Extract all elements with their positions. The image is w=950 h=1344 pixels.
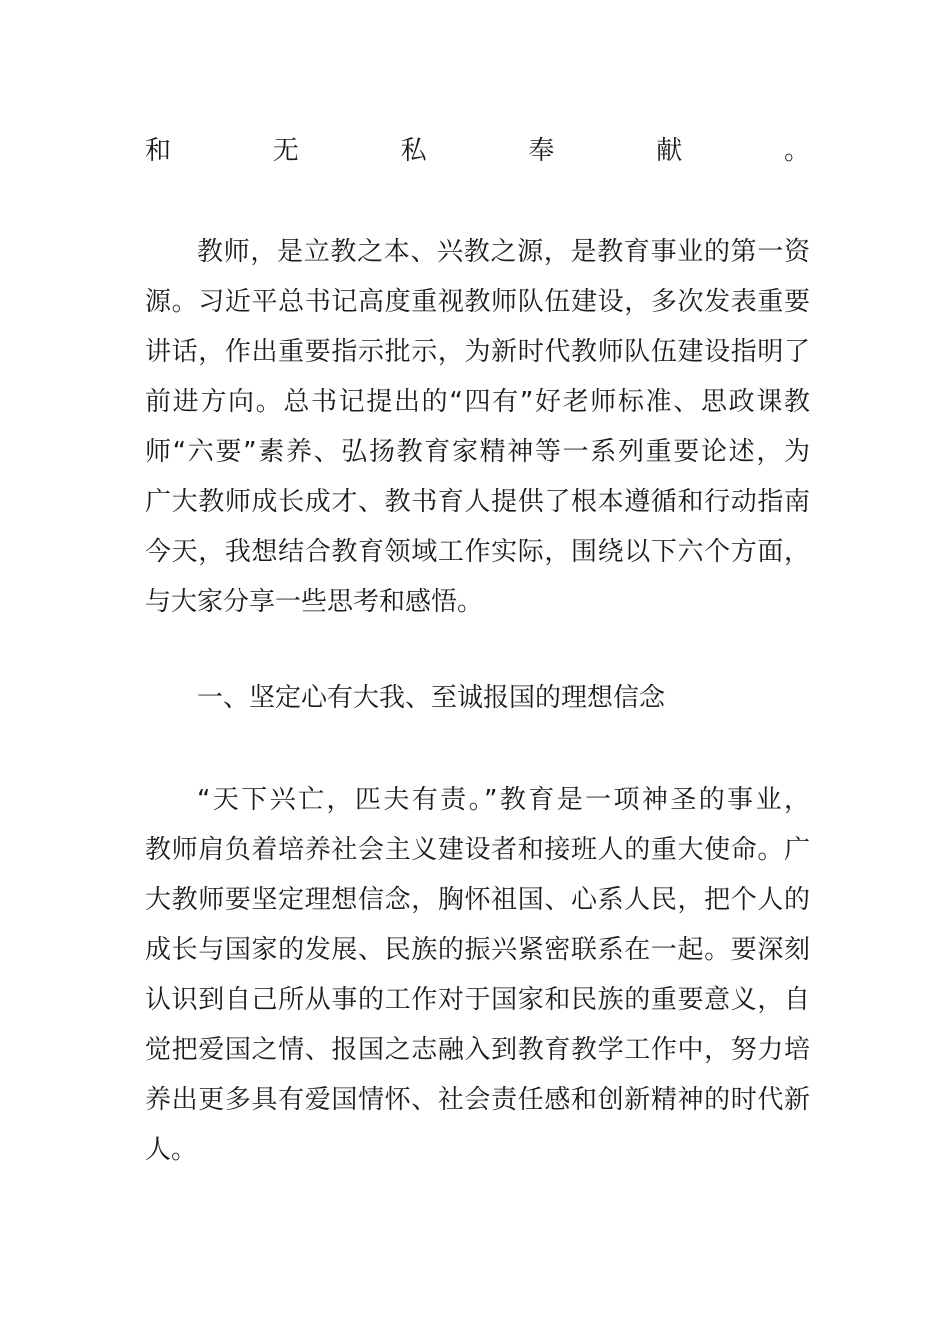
paragraph-line: 师“六要”素养、弘扬教育家精神等一系列重要论述，为 xyxy=(145,437,810,467)
paragraph-line: 广大教师成长成才、教书育人提供了根本遵循和行动指南 xyxy=(145,487,810,517)
paragraph-line: 觉把爱国之情、报国之志融入到教育教学工作中，努力培 xyxy=(145,1035,810,1065)
paragraph-line: 前进方向。总书记提出的“四有”好老师标准、思政课教 xyxy=(145,387,810,417)
paragraph-line: 教师肩负着培养社会主义建设者和接班人的重大使命。广 xyxy=(145,835,810,865)
section-heading: 一、坚定心有大我、至诚报国的理想信念 xyxy=(197,683,666,713)
paragraph-line: 今天，我想结合教育领域工作实际，围绕以下六个方面， xyxy=(145,537,810,567)
paragraph-line: 讲话，作出重要指示批示，为新时代教师队伍建设指明了 xyxy=(145,337,810,367)
paragraph-line: 与大家分享一些思考和感悟。 xyxy=(145,587,484,617)
paragraph-line: 大教师要坚定理想信念，胸怀祖国、心系人民，把个人的 xyxy=(145,885,810,915)
paragraph-line: 认识到自己所从事的工作对于国家和民族的重要意义，自 xyxy=(145,985,810,1015)
paragraph-line: “天下兴亡，匹夫有责。”教育是一项神圣的事业， xyxy=(197,785,810,815)
paragraph-line: 教师，是立教之本、兴教之源，是教育事业的第一资 xyxy=(197,237,810,267)
paragraph-line: 成长与国家的发展、民族的振兴紧密联系在一起。要深刻 xyxy=(145,935,810,965)
paragraph-line: 人。 xyxy=(145,1135,198,1165)
paragraph-line: 养出更多具有爱国情怀、社会责任感和创新精神的时代新 xyxy=(145,1085,810,1115)
paragraph-line: 和无私奉献。 xyxy=(145,136,810,166)
paragraph-line: 源。习近平总书记高度重视教师队伍建设，多次发表重要 xyxy=(145,287,810,317)
